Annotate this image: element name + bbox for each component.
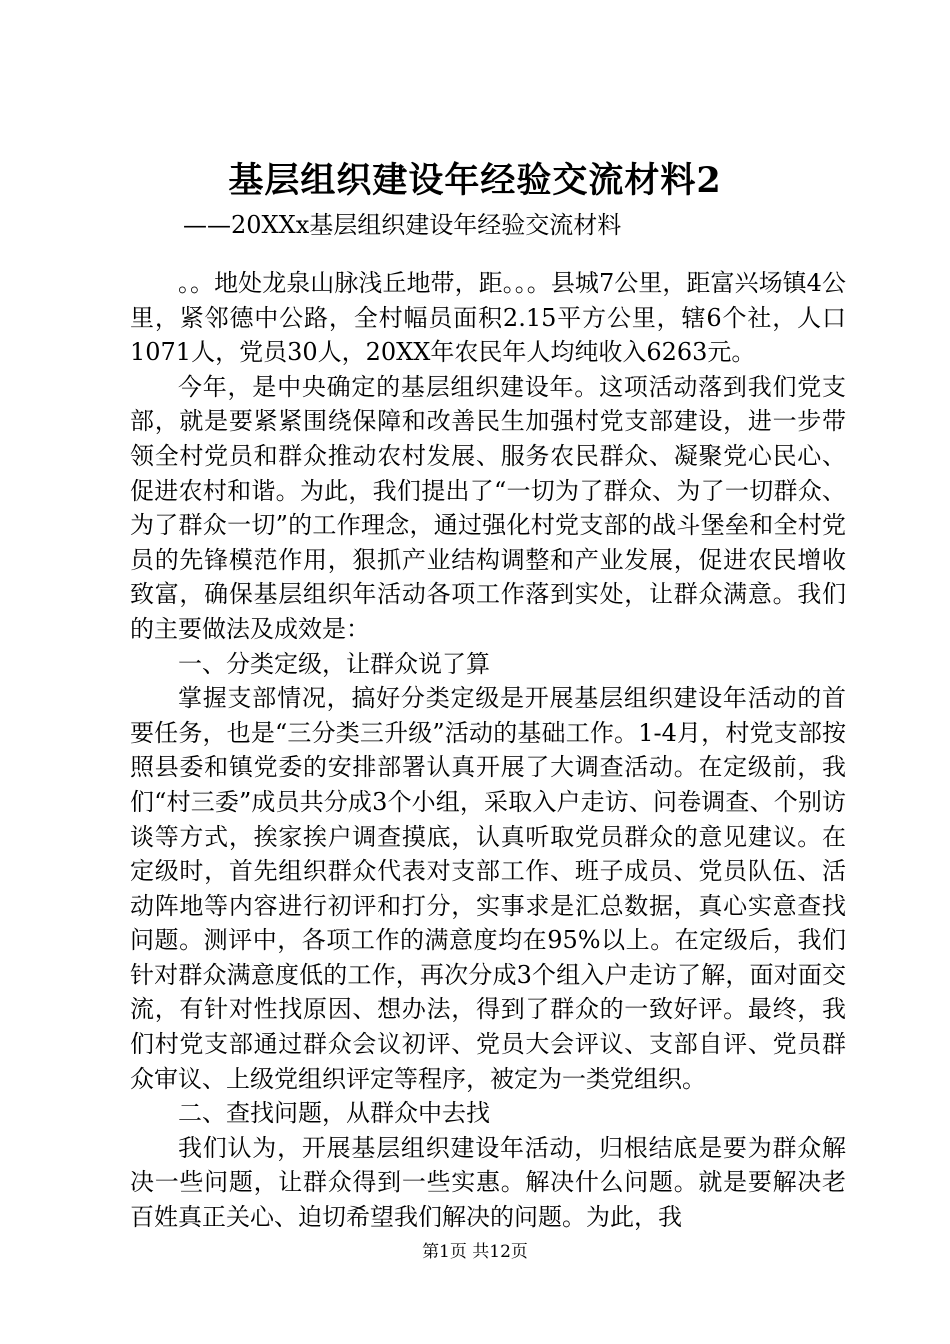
page-number: 第1页 共12页	[422, 1242, 528, 1262]
section-heading-2: 二、查找问题，从群众中去找	[178, 1099, 490, 1128]
document-title: 基层组织建设年经验交流材料2	[228, 160, 722, 201]
paragraph-section-2: 我们认为，开展基层组织建设年活动，归根结底是要为群众解决一些问题，让群众得到一些实惠。解决什么问题。就是要解决老百姓真正关心、迫切希望我们解决的问题。为此，我	[130, 1133, 846, 1232]
section-heading-1: 一、分类定级，让群众说了算	[178, 649, 490, 678]
paragraph-intro: 。。地处龙泉山脉浅丘地带，距。。。县城7公里，距富兴场镇4公里，紧邻德中公路，全村幅员面积2.15平方公里，辖6个社，人口1071人，党员30人，20XX年农民年人均纯收入6263元。	[130, 269, 846, 367]
document-subtitle: ——20XXx基层组织建设年经验交流材料	[183, 211, 622, 239]
paragraph-section-1: 掌握支部情况，搞好分类定级是开展基层组织建设年活动的首要任务，也是“三分类三升级”活动的基础工作。1-4月，村党支部按照县委和镇党委的安排部署认真开展了大调查活动。在定级前，我们“村三委”成员共分成3个小组，采取入户走访、问卷调查、个别访谈等方式，挨家挨户调查摸底，认真听取党员群众的意见建议。在定级时，首先组织群众代表对支部工作、班子成员、党员队伍、活动阵地等内容进行初评和打分，实事求是汇总数据，真心实意查找问题。测评中，各项工作的满意度均在95%以上。在定级后，我们针对群众满意度低的工作，再次分成3个组入户走访了解，面对面交流，有针对性找原因、想办法，得到了群众的一致好评。最终，我们村党支部通过群众会议初评、党员大会评议、支部自评、党员群众审议、上级党组织评定等程序，被定为一类党组织。	[130, 684, 846, 1093]
document-body	[130, 266, 846, 1235]
paragraph-overview: 今年，是中央确定的基层组织建设年。这项活动落到我们党支部，就是要紧紧围绕保障和改善民生加强村党支部建设，进一步带领全村党员和群众推动农村发展、服务农民群众、凝聚党心民心、促进农村和谐。为此，我们提出了“一切为了群众、为了一切群众、为了群众一切”的工作理念，通过强化村党支部的战斗堡垒和全村党员的先锋模范作用，狠抓产业结构调整和产业发展，促进农民增收致富，确保基层组织年活动各项工作落到实处，让群众满意。我们的主要做法及成效是：	[130, 372, 846, 643]
